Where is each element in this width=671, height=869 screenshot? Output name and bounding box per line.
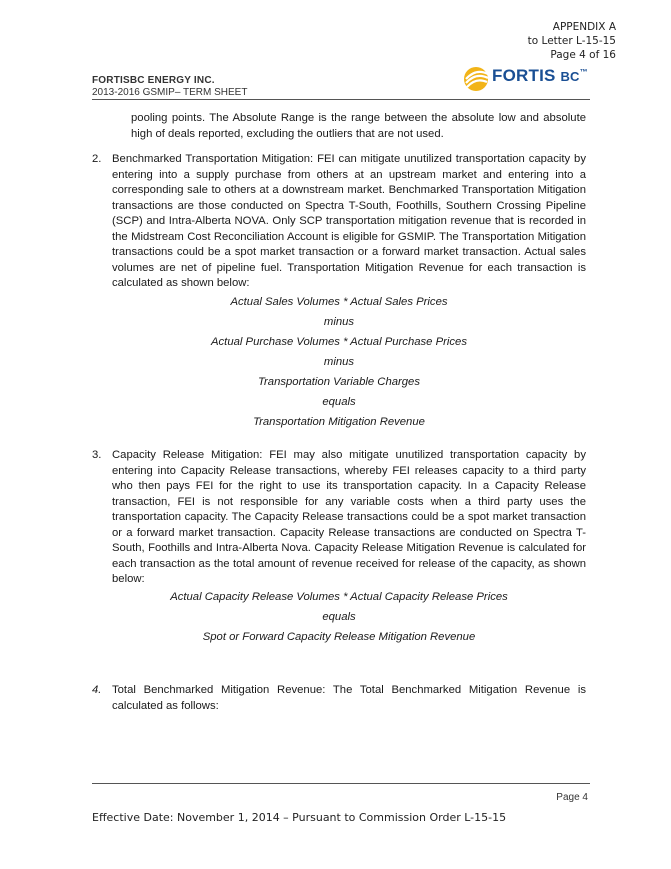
appendix-page: Page 4 of 16	[550, 49, 616, 61]
item-text: Benchmarked Transportation Mitigation: FEI can mitigate unutilized transportation capacity by entering into a supply purchase from others at an upstream market and entering into a corresponding sale to others at a downstream market. Benchmarked Transportation Mitigation transactions are those conducted on Spectra T-South, Foothills, Southern Crossing Pipeline (SCP) and Intra-Alberta NOVA. Only SCP transportation mitigation revenue that is recorded in the Midstream Cost Reconciliation Account is eligible for GSMIP. The Transportation Mitigation transactions could be a spot market transaction or a forward market transaction. Actual sales volumes are net of pipeline fuel. Transportation Mitigation Revenue for each transaction is calculated as shown below:	[112, 153, 586, 289]
formula-line: Actual Capacity Release Volumes * Actual Capacity Release Prices	[170, 591, 508, 603]
appendix-reference	[528, 20, 616, 62]
item-text: Total Benchmarked Mitigation Revenue: The Total Benchmarked Mitigation Revenue is calculated as follows:	[112, 684, 586, 712]
transportation-formula	[92, 292, 586, 432]
effective-date: Effective Date: November 1, 2014 – Pursuant to Commission Order L-15-15	[92, 811, 507, 824]
item-number: 3.	[92, 449, 102, 461]
formula-line: Spot or Forward Capacity Release Mitigation Revenue	[202, 631, 476, 643]
fortisbc-logo	[462, 60, 592, 96]
page-number: Page 4	[556, 792, 588, 803]
document-subtitle: 2013-2016 GSMIP– TERM SHEET	[92, 87, 248, 98]
formula-line: Transportation Mitigation Revenue	[253, 416, 425, 428]
appendix-letter: to Letter L-15-15	[527, 35, 616, 47]
footer-divider	[92, 783, 590, 784]
item-3	[92, 448, 586, 588]
capacity-release-formula	[92, 587, 586, 647]
formula-line: Transportation Variable Charges	[257, 376, 420, 388]
formula-line: equals	[322, 611, 356, 623]
formula-line: minus	[323, 356, 355, 368]
item-2	[92, 152, 586, 292]
intro-paragraph: pooling points. The Absolute Range is the range between the absolute low and absolute high of deals reported, excluding the outliers that are not used.	[131, 112, 586, 140]
header-divider	[92, 99, 590, 100]
item-text: Capacity Release Mitigation: FEI may also mitigate unutilized transportation capacity by entering into Capacity Release transactions, whereby FEI releases capacity to a third party who then pays FEI for the right to use its transportation capacity. In a Capacity Release transaction, FEI is not responsible for any variable costs when a third party uses the transportation capacity. The Capacity Release transactions could be a spot market transaction or a forward market transaction. Capacity Release transactions are conducted on Spectra T-South, Foothills and Intra-Alberta Nova. Capacity Release Mitigation Revenue is calculated for each transaction as the total amount of revenue received for release of the capacity, as shown below:	[112, 449, 586, 585]
logo-trademark: ™	[579, 67, 588, 77]
logo-word: FORTIS	[492, 66, 556, 85]
formula-line: Actual Purchase Volumes * Actual Purchase Prices	[211, 336, 467, 348]
company-name: FORTISBC ENERGY INC.	[92, 75, 215, 86]
appendix-title: APPENDIX A	[552, 21, 616, 33]
item-4	[92, 683, 586, 714]
flame-icon	[462, 60, 492, 94]
item-number: 4.	[92, 684, 102, 696]
logo-wordmark	[492, 66, 588, 86]
item-number: 2.	[92, 153, 102, 165]
formula-line: Actual Sales Volumes * Actual Sales Prices	[230, 296, 448, 308]
formula-line: equals	[322, 396, 356, 408]
logo-suffix: BC	[560, 69, 580, 84]
formula-line: minus	[323, 316, 355, 328]
